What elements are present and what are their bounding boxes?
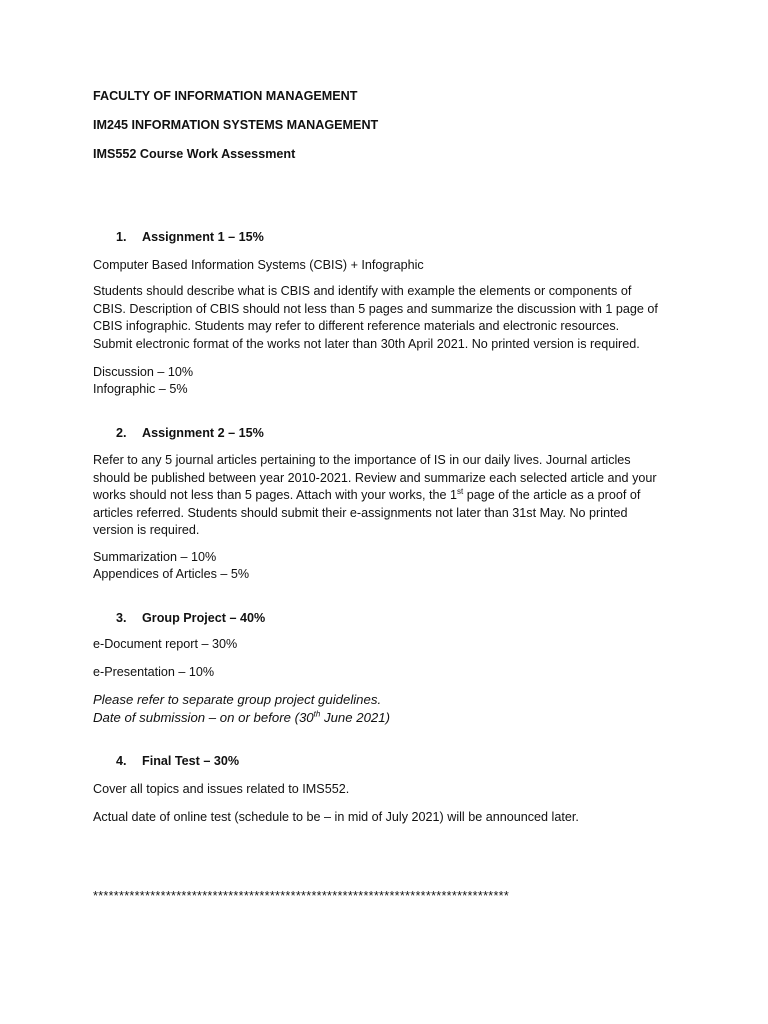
course-title: IMS552 Course Work Assessment (93, 147, 296, 161)
faculty-title: FACULTY OF INFORMATION MANAGEMENT (93, 89, 358, 103)
section-1-description (93, 283, 683, 353)
section-4-heading: Final Test – 30% (142, 754, 240, 768)
section-1-mark-infographic: Infographic – 5% (93, 382, 188, 396)
ordinal-superscript: th (313, 709, 321, 719)
section-2-line: Refer to any 5 journal articles pertaining to the importance of IS in our daily lives. Journal articles (93, 453, 631, 467)
section-2-mark-summarization: Summarization – 10% (93, 550, 217, 564)
section-1-number: 1. (116, 230, 127, 244)
section-1-line: CBIS infographic. Students may refer to different reference materials and electronic resources. (93, 319, 620, 334)
section-3-item-report: e-Document report – 30% (93, 637, 238, 651)
ordinal-superscript: st (457, 487, 464, 496)
section-3-guideline-note: Please refer to separate group project guidelines. (93, 692, 382, 707)
section-2-heading: Assignment 2 – 15% (142, 426, 264, 440)
section-1-line: CBIS. Description of CBIS should not less than 5 pages and summarize the discussion with 1 page of (93, 301, 658, 316)
section-2-line (93, 487, 683, 505)
section-2-mark-appendices: Appendices of Articles – 5% (93, 567, 250, 581)
section-2-line: should be published between year 2010-2021. Review and summarize each selected article and your (93, 470, 657, 485)
section-1-subtitle: Computer Based Information Systems (CBIS) + Infographic (93, 258, 424, 272)
section-2-description (93, 452, 683, 540)
section-2-line: version is required. (93, 523, 200, 538)
section-2-line-3-tail: page of the article as a proof of (463, 488, 641, 503)
section-4-test-date: Actual date of online test (schedule to be – in mid of July 2021) will be announced later. (93, 810, 579, 824)
submission-date-text: Date of submission – on or before (30 (93, 710, 314, 725)
section-4-topics: Cover all topics and issues related to IMS552. (93, 782, 350, 796)
section-2-line: articles referred. Students should submit their e-assignments not later than 31st May. No printed (93, 505, 628, 520)
section-3-number: 3. (116, 611, 127, 625)
section-2-line-3-text: works should not less than 5 pages. Attach with your works, the 1 (93, 488, 458, 503)
section-1-mark-discussion: Discussion – 10% (93, 365, 194, 379)
section-3-submission-date (93, 709, 390, 727)
section-1-heading: Assignment 1 – 15% (142, 230, 264, 244)
section-1-line: Submit electronic format of the works not later than 30th April 2021. No printed version is required. (93, 336, 640, 351)
program-title: IM245 INFORMATION SYSTEMS MANAGEMENT (93, 118, 379, 132)
section-1-line: Students should describe what is CBIS and identify with example the elements or components of (93, 284, 632, 298)
section-2-number: 2. (116, 426, 127, 440)
section-4-number: 4. (116, 754, 127, 768)
section-3-item-presentation: e-Presentation – 10% (93, 665, 215, 679)
footer-divider: ******************************************************************************** (93, 889, 510, 903)
submission-date-tail: June 2021) (320, 710, 390, 725)
section-3-heading: Group Project – 40% (142, 611, 266, 625)
